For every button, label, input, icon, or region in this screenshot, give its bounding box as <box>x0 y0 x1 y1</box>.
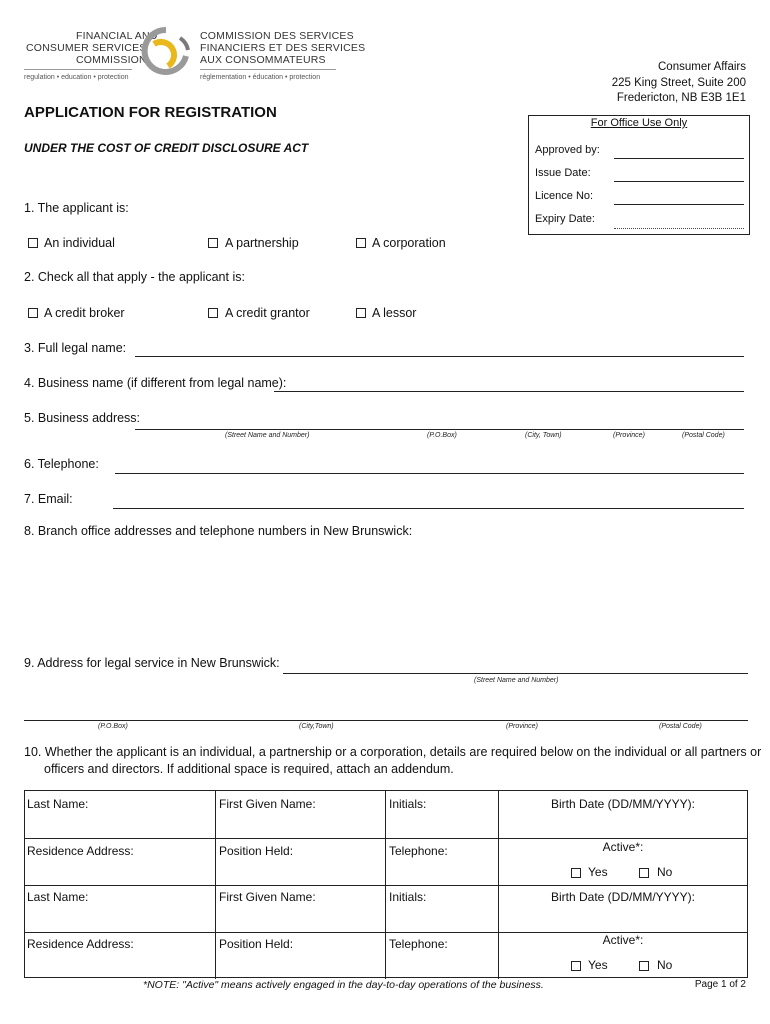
table-col-divider <box>498 791 499 979</box>
page-number: Page 1 of 2 <box>694 979 746 990</box>
telephone-label: Telephone: <box>389 937 448 951</box>
active-yes-checkbox[interactable] <box>571 961 581 971</box>
commission-logo-icon <box>140 26 192 76</box>
legal-postal-sub: (Postal Code) <box>659 723 702 730</box>
active-no-label: No <box>657 958 673 972</box>
table-col-divider <box>385 791 386 979</box>
logo-text-fr: COMMISSION DES SERVICES FINANCIERS ET DES SERVICES AUX CONSOMMATEURS <box>200 30 366 66</box>
q7-label: 7. Email: <box>24 492 73 506</box>
expiry-date-field[interactable] <box>614 228 744 229</box>
first-given-name-label: First Given Name: <box>219 797 316 811</box>
form-subtitle: UNDER THE COST OF CREDIT DISCLOSURE ACT <box>24 141 309 155</box>
legal-service-street-field[interactable] <box>283 673 748 674</box>
corporation-checkbox[interactable] <box>356 238 366 248</box>
form-title: APPLICATION FOR REGISTRATION <box>24 104 277 121</box>
business-name-field[interactable] <box>274 391 744 392</box>
partnership-label: A partnership <box>225 236 299 250</box>
individual-checkbox[interactable] <box>28 238 38 248</box>
issue-date-field[interactable] <box>614 181 744 182</box>
active-label: Active*: <box>602 840 644 854</box>
birth-date-label: Birth Date (DD/MM/YYYY): <box>550 797 696 811</box>
lessor-checkbox[interactable] <box>356 308 366 318</box>
logo-text-en: FINANCIAL AND CONSUMER SERVICES COMMISSION <box>26 30 158 66</box>
table-row-divider <box>25 885 747 886</box>
active-yes-label: Yes <box>588 865 608 879</box>
approved-by-label: Approved by: <box>535 144 600 156</box>
licence-no-label: Licence No: <box>535 190 594 202</box>
table-row-divider <box>25 838 747 839</box>
lessor-label: A lessor <box>372 306 417 320</box>
expiry-date-label: Expiry Date: <box>535 213 595 225</box>
active-note: *NOTE: "Active" means actively engaged in the day-to-day operations of the business. <box>143 979 544 991</box>
table-col-divider <box>215 791 216 979</box>
commission-address: Consumer Affairs 225 King Street, Suite 200 Fredericton, NB E3B 1E1 <box>611 61 746 104</box>
business-address-field[interactable] <box>135 429 744 430</box>
q2-label: 2. Check all that apply - the applicant is: <box>24 270 245 284</box>
corporation-label: A corporation <box>372 236 446 250</box>
last-name-label: Last Name: <box>27 797 89 811</box>
active-no-checkbox[interactable] <box>639 868 649 878</box>
q4-label: 4. Business name (if different from legal name): <box>24 376 287 390</box>
q10-line1: 10. Whether the applicant is an individual, a partnership or a corporation, details are required below on the individual or all partners or <box>24 745 762 759</box>
logo-rule-fr <box>200 69 336 70</box>
tagline-fr: réglementation • éducation • protection <box>200 74 321 81</box>
credit-broker-checkbox[interactable] <box>28 308 38 318</box>
logo-rule-en <box>24 69 132 70</box>
officers-table <box>24 790 748 978</box>
position-held-label: Position Held: <box>219 844 294 858</box>
partnership-checkbox[interactable] <box>208 238 218 248</box>
province-sub: (Province) <box>613 432 645 439</box>
active-yes-label: Yes <box>588 958 608 972</box>
credit-grantor-label: A credit grantor <box>225 306 310 320</box>
telephone-label: Telephone: <box>389 844 448 858</box>
q8-label: 8. Branch office addresses and telephone numbers in New Brunswick: <box>24 524 413 538</box>
active-label: Active*: <box>602 933 644 947</box>
approved-by-field[interactable] <box>614 158 744 159</box>
position-held-label: Position Held: <box>219 937 294 951</box>
office-use-heading: For Office Use Only <box>590 117 688 129</box>
issue-date-label: Issue Date: <box>535 167 591 179</box>
first-given-name-label: First Given Name: <box>219 890 316 904</box>
q1-label: 1. The applicant is: <box>24 201 129 215</box>
legal-street-sub: (Street Name and Number) <box>474 677 559 684</box>
street-sub: (Street Name and Number) <box>225 432 310 439</box>
last-name-label: Last Name: <box>27 890 89 904</box>
legal-city-sub: (City,Town) <box>299 723 334 730</box>
individual-label: An individual <box>44 236 115 250</box>
legal-province-sub: (Province) <box>506 723 538 730</box>
tagline-en: regulation • education • protection <box>24 74 129 81</box>
active-no-label: No <box>657 865 673 879</box>
full-legal-name-field[interactable] <box>135 356 744 357</box>
email-field[interactable] <box>113 508 744 509</box>
branch-offices-area[interactable] <box>24 545 748 645</box>
q5-label: 5. Business address: <box>24 411 141 425</box>
birth-date-label: Birth Date (DD/MM/YYYY): <box>550 890 696 904</box>
q6-label: 6. Telephone: <box>24 457 99 471</box>
initials-label: Initials: <box>389 797 427 811</box>
legal-pobox-sub: (P.O.Box) <box>98 723 128 730</box>
telephone-field[interactable] <box>115 473 744 474</box>
active-no-checkbox[interactable] <box>639 961 649 971</box>
credit-broker-label: A credit broker <box>44 306 125 320</box>
city-sub: (City, Town) <box>525 432 562 439</box>
q9-label: 9. Address for legal service in New Brunswick: <box>24 656 280 670</box>
credit-grantor-checkbox[interactable] <box>208 308 218 318</box>
postal-sub: (Postal Code) <box>682 432 725 439</box>
residence-address-label: Residence Address: <box>27 844 134 858</box>
active-yes-checkbox[interactable] <box>571 868 581 878</box>
legal-service-line2-field[interactable] <box>24 720 748 721</box>
pobox-sub: (P.O.Box) <box>427 432 457 439</box>
q10-line2: officers and directors. If additional space is required, attach an addendum. <box>44 762 454 776</box>
licence-no-field[interactable] <box>614 204 744 205</box>
residence-address-label: Residence Address: <box>27 937 134 951</box>
q3-label: 3. Full legal name: <box>24 341 127 355</box>
initials-label: Initials: <box>389 890 427 904</box>
